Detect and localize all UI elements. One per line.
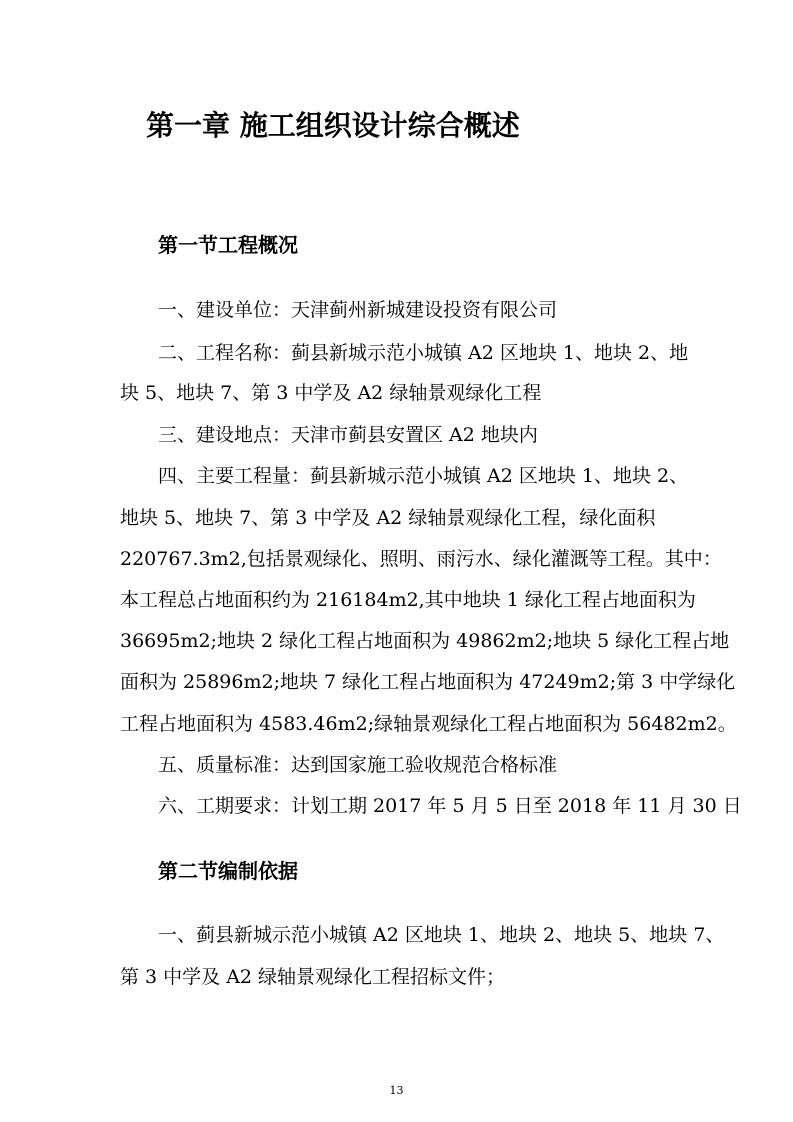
paragraph-line: 二、工程名称：蓟县新城示范小城镇 A2 区地块 1、地块 2、地	[158, 342, 689, 364]
chapter-title: 第一章 施工组织设计综合概述	[146, 109, 520, 142]
paragraph-line: 一、建设单位：天津蓟州新城建设投资有限公司	[158, 299, 558, 321]
paragraph-line: 一、蓟县新城示范小城镇 A2 区地块 1、地块 2、地块 5、地块 7、	[158, 924, 725, 946]
paragraph-line: 五、质量标准：达到国家施工验收规范合格标准	[158, 754, 558, 776]
paragraph-line: 面积为 25896m2;地块 7 绿化工程占地面积为 47249m2;第 3 中学绿化	[120, 671, 736, 693]
paragraph-line: 本工程总占地面积约为 216184m2,其中地块 1 绿化工程占地面积为	[120, 589, 696, 611]
paragraph-line: 块 5、地块 7、第 3 中学及 A2 绿轴景观绿化工程	[120, 382, 542, 404]
paragraph-line: 地块 5、地块 7、第 3 中学及 A2 绿轴景观绿化工程，绿化面积	[120, 507, 656, 529]
paragraph-line: 六、工期要求：计划工期 2017 年 5 月 5 日至 2018 年 11 月 30 日	[158, 795, 742, 817]
paragraph-line: 第 3 中学及 A2 绿轴景观绿化工程招标文件；	[120, 966, 506, 988]
section-heading: 第一节工程概况	[158, 233, 298, 257]
paragraph-line: 四、主要工程量：蓟县新城示范小城镇 A2 区地块 1、地块 2、	[158, 465, 689, 487]
section-heading: 第二节编制依据	[158, 859, 298, 883]
paragraph-line: 三、建设地点：天津市蓟县安置区 A2 地块内	[158, 424, 538, 446]
paragraph-line: 220767.3m2,包括景观绿化、照明、雨污水、绿化灌溉等工程。其中：	[120, 548, 722, 570]
paragraph-line: 36695m2;地块 2 绿化工程占地面积为 49862m2;地块 5 绿化工程占地	[120, 630, 730, 652]
page-number: 13	[389, 1084, 404, 1097]
paragraph-line: 工程占地面积为 4583.46m2;绿轴景观绿化工程占地面积为 56482m2。	[120, 713, 737, 735]
